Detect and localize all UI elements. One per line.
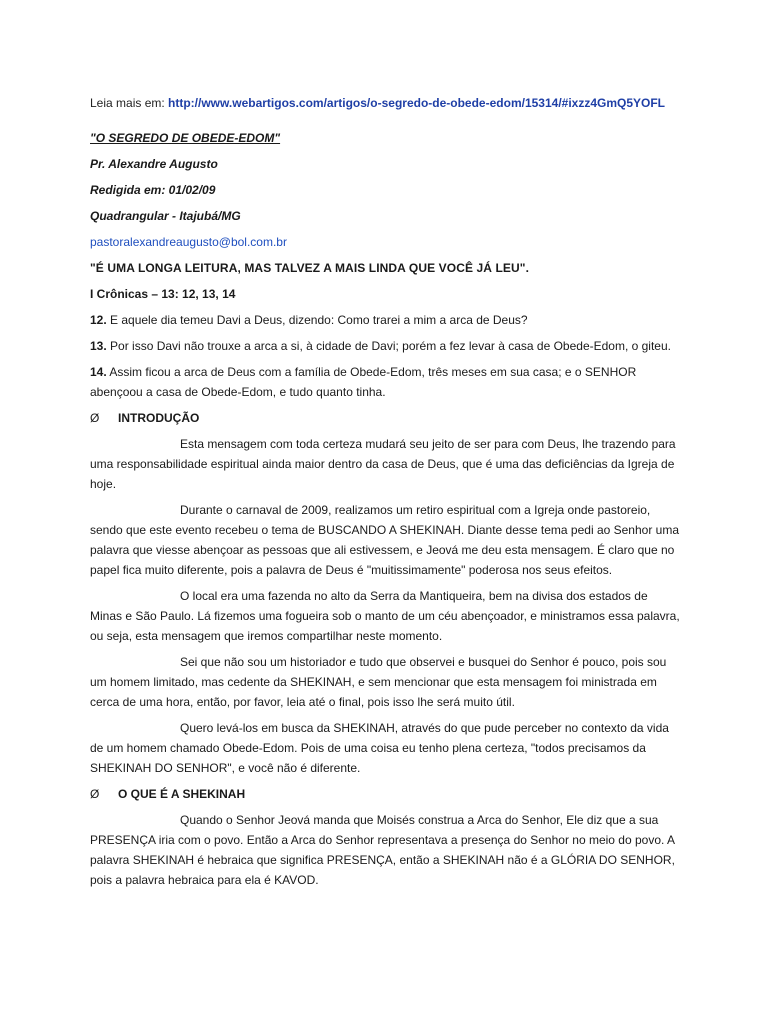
paragraph: Esta mensagem com toda certeza mudará seu jeito de ser para com Deus, lhe trazendo para uma responsabilidade espiritual ainda maior dentro da casa de Deus, que é uma das deficiências da Igreja de hoje. [90, 437, 676, 491]
email-link[interactable]: pastoralexandreaugusto@bol.com.br [90, 235, 287, 249]
paragraph: Durante o carnaval de 2009, realizamos um retiro espiritual com a Igreja onde pastoreio, sendo que este evento recebeu o tema de BUSCANDO A SHEKINAH. Diante desse tema pedi ao Senhor uma palavra que viesse abençoar as pessoas que ali estivessem, e Jeová me deu esta mensagem. É claro que no papel fica muito diferente, pois a palavra de Deus é "muitissimamente" poderosa nos seus efeitos. [90, 503, 680, 577]
section-heading-introducao [90, 408, 680, 428]
verse-text: Por isso Davi não trouxe a arca a si, à cidade de Davi; porém a fez levar à casa de Obede-Edom, o giteu. [106, 339, 671, 353]
read-more-link[interactable]: http://www.webartigos.com/artigos/o-segredo-de-obede-edom/15314/#ixzz4GmQ5YOFL [168, 96, 666, 110]
arrow-bullet-icon: Ø [90, 411, 100, 425]
article-title: "O SEGREDO DE OBEDE-EDOM" [90, 131, 281, 145]
verse-number: 12. [90, 313, 107, 327]
verse-item [90, 336, 680, 356]
verse-item [90, 362, 680, 402]
arrow-bullet-icon: Ø [90, 787, 100, 801]
section-body-shekinah [90, 810, 680, 890]
section-heading-shekinah [90, 784, 680, 804]
verse-text: Assim ficou a arca de Deus com a família de Obede-Edom, três meses em sua casa; e o SENHOR abençoou a casa de Obede-Edom, e tudo quanto tinha. [90, 365, 637, 399]
bible-reference: I Crônicas – 13: 12, 13, 14 [90, 287, 236, 301]
verse-text: E aquele dia temeu Davi a Deus, dizendo: Como trarei a mim a arca de Deus? [106, 313, 528, 327]
verse-number: 14. [90, 365, 107, 379]
paragraph: O local era uma fazenda no alto da Serra da Mantiqueira, bem na divisa dos estados de Minas e São Paulo. Lá fizemos uma fogueira sob o manto de um céu abençoador, e ministramos essa palavra, ou seja, esta mensagem que iremos compartilhar neste momento. [90, 589, 680, 643]
paragraph: Quando o Senhor Jeová manda que Moisés construa a Arca do Senhor, Ele diz que a sua PRESENÇA iria com o povo. Então a Arca do Senhor representava a presença do Senhor no meio do povo. A palavra SHEKINAH é hebraica que significa PRESENÇA, então a SHEKINAH não é a GLÓRIA DO SENHOR, pois a palavra hebraica para ela é KAVOD. [90, 813, 675, 887]
written-date: Redigida em: 01/02/09 [90, 183, 216, 197]
intro-quote: "É UMA LONGA LEITURA, MAS TALVEZ A MAIS LINDA QUE VOCÊ JÁ LEU". [90, 261, 530, 275]
paragraph: Quero levá-los em busca da SHEKINAH, através do que pude perceber no contexto da vida de um homem chamado Obede-Edom. Pois de uma coisa eu tenho plena certeza, "todos precisamos da SHEKINAH DO SENHOR", e você não é diferente. [90, 721, 669, 775]
section-body-introducao [90, 434, 680, 778]
read-more-prefix: Leia mais em: [90, 96, 169, 110]
church-location: Quadrangular - Itajubá/MG [90, 209, 241, 223]
verse-list [90, 310, 680, 402]
paragraph: Sei que não sou um historiador e tudo que observei e busquei do Senhor é pouco, pois sou um homem limitado, mas cedente da SHEKINAH, e sem mencionar que esta mensagem foi ministrada em cerca de uma hora, então, por favor, leia até o final, pois isso lhe será muito útil. [90, 655, 667, 709]
read-more-line [90, 93, 680, 113]
verse-item [90, 310, 680, 330]
document-content [90, 93, 680, 896]
author-name: Pr. Alexandre Augusto [90, 157, 218, 171]
section-heading-text: INTRODUÇÃO [118, 411, 200, 425]
verse-number: 13. [90, 339, 107, 353]
section-heading-text: O QUE É A SHEKINAH [118, 787, 246, 801]
